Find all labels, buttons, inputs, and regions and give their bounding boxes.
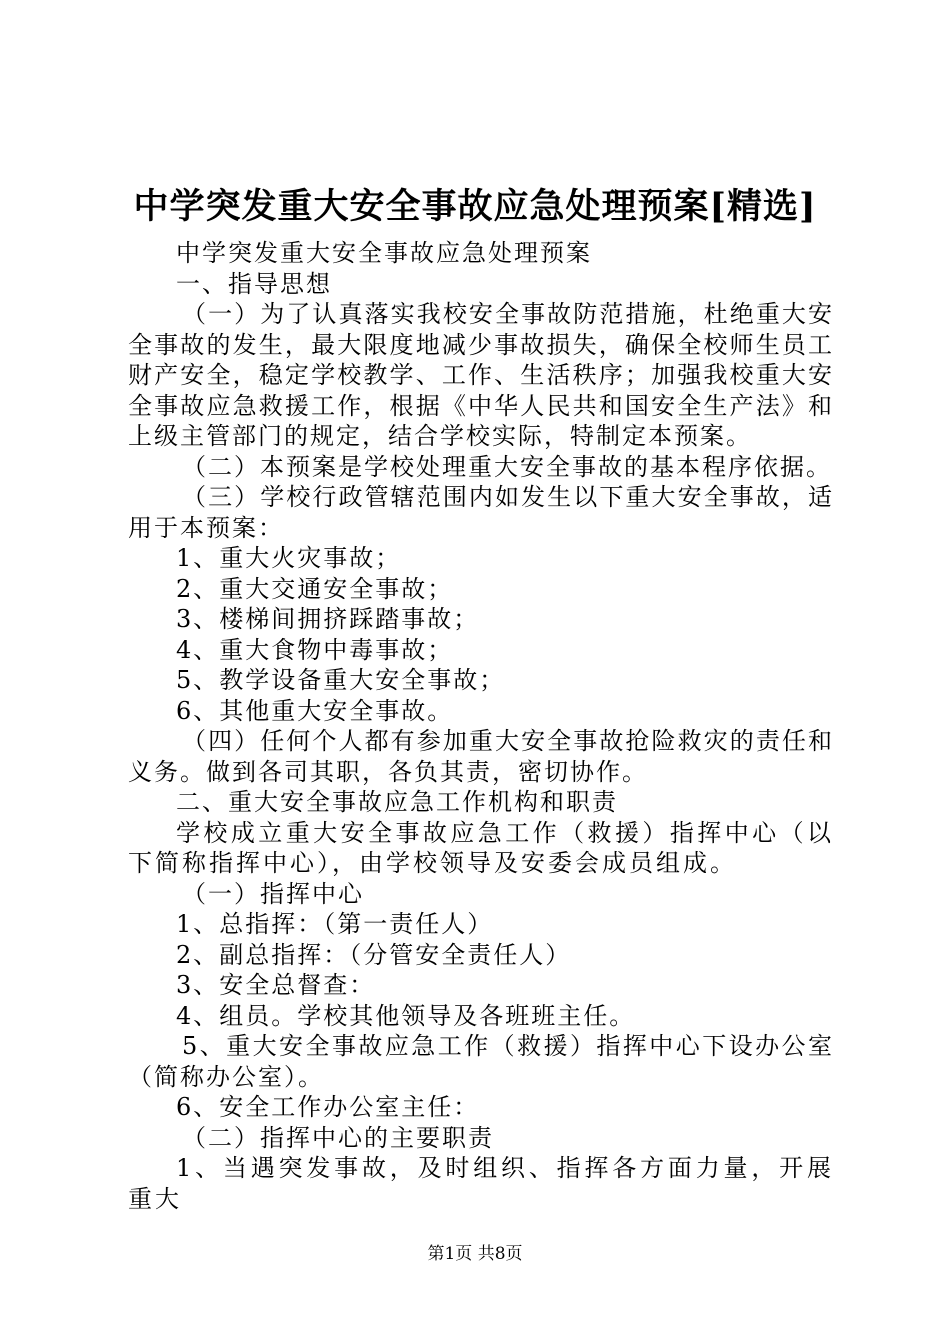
list-item: 6、其他重大安全事故。: [176, 696, 454, 725]
section-heading: 二、重大安全事故应急工作机构和职责: [176, 788, 618, 816]
body-paragraph: 学校成立重大安全事故应急工作（救援）指挥中心（以下简称指挥中心），由学校领导及安委会成员组成。: [128, 818, 834, 877]
subtitle-paragraph: 中学突发重大安全事故应急处理预案: [176, 239, 592, 267]
list-item: 4、重大食物中毒事故；: [176, 635, 454, 664]
body-paragraph: （二）本预案是学校处理重大安全事故的基本程序依据。: [182, 452, 832, 481]
subsection-heading: （二）指挥中心的主要职责: [182, 1123, 494, 1152]
section-heading: 一、指导思想: [176, 269, 332, 298]
body-paragraph: （一）为了认真落实我校安全事故防范措施，杜绝重大安全事故的发生，最大限度地减少事故损失，确保全校师生员工财产安全，稳定学校教学、工作、生活秩序；加强我校重大安全事故应急救援工作，根据《中华人民共和国安全生产法》和上级主管部门的规定，结合学校实际，特制定本预案。: [128, 300, 834, 450]
list-item: 2、重大交通安全事故；: [176, 574, 454, 603]
list-item: 1、当遇突发事故，及时组织、指挥各方面力量，开展重大: [128, 1154, 834, 1213]
list-item: 5、教学设备重大安全事故；: [176, 666, 506, 694]
list-item: 3、楼梯间拥挤踩踏事故；: [176, 605, 480, 633]
list-item: 2、副总指挥：（分管安全责任人）: [176, 940, 572, 969]
body-paragraph: （四）任何个人都有参加重大安全事故抢险救灾的责任和义务。做到各司其职，各负其责，密切协作。: [128, 727, 834, 786]
list-item: 1、总指挥：（第一责任人）: [176, 910, 494, 938]
subsection-heading: （一）指挥中心: [182, 879, 364, 908]
page-number: 第1页 共8页: [427, 1244, 523, 1264]
list-item: 4、组员。学校其他领导及各班班主任。: [176, 1001, 636, 1030]
list-item: 6、安全工作办公室主任：: [176, 1093, 480, 1121]
list-item: 5、重大安全事故应急工作（救援）指挥中心下设办公室（简称办公室）。: [128, 1032, 834, 1091]
document-body: [128, 238, 834, 1214]
list-item: 1、重大火灾事故；: [176, 544, 402, 572]
list-item: 3、安全总督查：: [176, 971, 376, 999]
document-title: 中学突发重大安全事故应急处理预案[精选]: [133, 186, 817, 227]
body-paragraph: （三）学校行政管辖范围内如发生以下重大安全事故，适用于本预案：: [128, 483, 834, 542]
